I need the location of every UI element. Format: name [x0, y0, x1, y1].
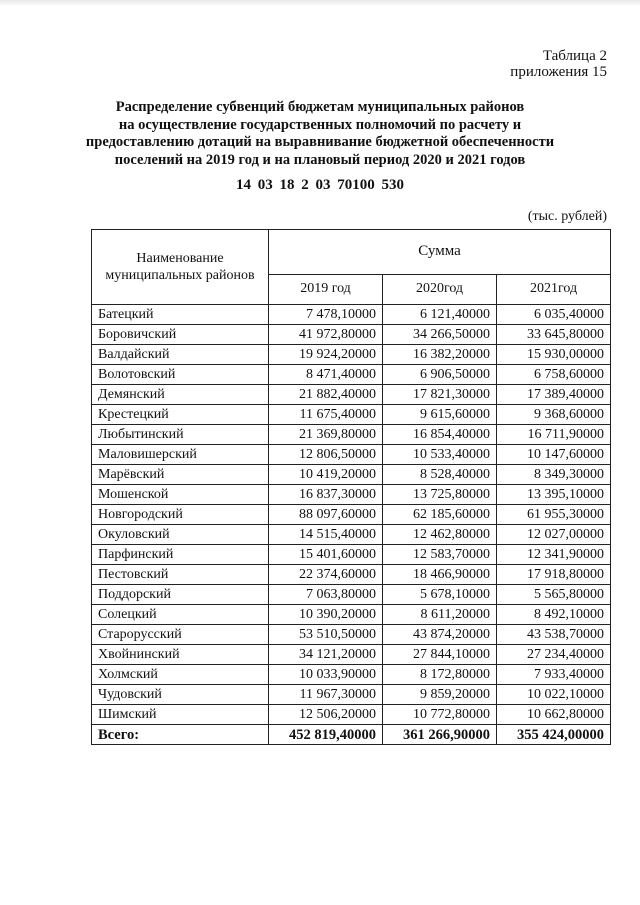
amount-2019: 10 390,20000 [269, 605, 383, 625]
title-line-4: поселений на 2019 год и на плановый период 2020 и 2021 годов [114, 151, 526, 168]
amount-2019: 41 972,80000 [269, 325, 383, 345]
amount-2019: 7 063,80000 [269, 585, 383, 605]
amount-2020: 5 678,10000 [383, 585, 497, 605]
table-row [92, 465, 611, 485]
amount-2021: 6 035,40000 [497, 305, 611, 325]
total-2020: 361 266,90000 [383, 725, 497, 745]
amount-2019: 16 837,30000 [269, 485, 383, 505]
amount-2020: 17 821,30000 [383, 385, 497, 405]
amount-2021: 8 349,30000 [497, 465, 611, 485]
amount-2021: 16 711,90000 [497, 425, 611, 445]
title-line-2: на осуществление государственных полномочий по расчету и [118, 116, 522, 133]
amount-2019: 7 478,10000 [269, 305, 383, 325]
amount-2021: 33 645,80000 [497, 325, 611, 345]
amount-2020: 16 854,40000 [383, 425, 497, 445]
table-row [92, 425, 611, 445]
table-row [92, 505, 611, 525]
amount-2020: 12 583,70000 [383, 545, 497, 565]
district-name: Пестовский [92, 565, 269, 585]
amount-2020: 62 185,60000 [383, 505, 497, 525]
table-body [92, 305, 611, 725]
title-line-3: предоставлению дотаций на выравнивание бюджетной обеспеченности [85, 134, 555, 150]
district-name: Крестецкий [92, 405, 269, 425]
amount-2019: 12 806,50000 [269, 445, 383, 465]
column-header-name: Наименование муниципальных районов [92, 230, 269, 305]
column-header-sum: Сумма [269, 230, 611, 275]
amount-2019: 14 515,40000 [269, 525, 383, 545]
appendix-reference [510, 48, 607, 80]
district-name: Волотовский [92, 365, 269, 385]
table-number: Таблица 2 [542, 48, 607, 64]
amount-2020: 8 611,20000 [383, 605, 497, 625]
amount-2019: 53 510,50000 [269, 625, 383, 645]
table-row [92, 665, 611, 685]
table-row [92, 305, 611, 325]
amount-2020: 10 772,80000 [383, 705, 497, 725]
district-name: Окуловский [92, 525, 269, 545]
district-name: Шимский [92, 705, 269, 725]
amount-2021: 5 565,80000 [497, 585, 611, 605]
amount-2021: 13 395,10000 [497, 485, 611, 505]
amount-2021: 7 933,40000 [497, 665, 611, 685]
table-row [92, 565, 611, 585]
appendix-number: приложения 15 [510, 64, 607, 80]
amount-2021: 61 955,30000 [497, 505, 611, 525]
district-name: Маловишерский [92, 445, 269, 465]
district-name: Чудовский [92, 685, 269, 705]
amount-2020: 6 121,40000 [383, 305, 497, 325]
district-name: Новгородский [92, 505, 269, 525]
table-row [92, 685, 611, 705]
amount-2020: 10 533,40000 [383, 445, 497, 465]
amount-2019: 19 924,20000 [269, 345, 383, 365]
amount-2020: 34 266,50000 [383, 325, 497, 345]
column-header-2019: 2019 год [269, 274, 383, 304]
table-row [92, 545, 611, 565]
budget-code: 14 03 18 2 03 70100 530 [236, 177, 404, 193]
amount-2021: 10 662,80000 [497, 705, 611, 725]
table-row [92, 385, 611, 405]
amount-2019: 15 401,60000 [269, 545, 383, 565]
amount-2021: 17 918,80000 [497, 565, 611, 585]
amount-2021: 10 147,60000 [497, 445, 611, 465]
amount-2019: 88 097,60000 [269, 505, 383, 525]
table-row [92, 705, 611, 725]
table-row [92, 445, 611, 465]
total-2019: 452 819,40000 [269, 725, 383, 745]
district-name: Хвойнинский [92, 645, 269, 665]
amount-2021: 27 234,40000 [497, 645, 611, 665]
amount-2021: 8 492,10000 [497, 605, 611, 625]
table-row [92, 405, 611, 425]
amount-2020: 8 172,80000 [383, 665, 497, 685]
amount-2021: 43 538,70000 [497, 625, 611, 645]
district-name: Мошенской [92, 485, 269, 505]
table-row [92, 345, 611, 365]
district-name: Валдайский [92, 345, 269, 365]
amount-2020: 9 859,20000 [383, 685, 497, 705]
district-name: Демянский [92, 385, 269, 405]
district-name: Холмский [92, 665, 269, 685]
amount-2021: 10 022,10000 [497, 685, 611, 705]
district-name: Парфинский [92, 545, 269, 565]
amount-2020: 6 906,50000 [383, 365, 497, 385]
table-row [92, 585, 611, 605]
title-line-1: Распределение субвенций бюджетам муниципальных районов [115, 99, 525, 115]
amount-2021: 17 389,40000 [497, 385, 611, 405]
total-label: Всего: [92, 725, 269, 745]
amount-2019: 21 882,40000 [269, 385, 383, 405]
table-row [92, 625, 611, 645]
total-row [92, 725, 611, 745]
scan-top-edge [0, 0, 640, 6]
amount-2019: 21 369,80000 [269, 425, 383, 445]
column-header-2021: 2021год [497, 274, 611, 304]
amount-2020: 43 874,20000 [383, 625, 497, 645]
column-header-2020: 2020год [383, 274, 497, 304]
amount-2019: 22 374,60000 [269, 565, 383, 585]
amount-2020: 27 844,10000 [383, 645, 497, 665]
amount-2021: 9 368,60000 [497, 405, 611, 425]
district-name: Поддорский [92, 585, 269, 605]
district-name: Боровичский [92, 325, 269, 345]
table-row [92, 485, 611, 505]
district-name: Любытинский [92, 425, 269, 445]
document-title [70, 99, 570, 169]
amount-2021: 15 930,00000 [497, 345, 611, 365]
table-row [92, 365, 611, 385]
table-row [92, 525, 611, 545]
amount-2020: 13 725,80000 [383, 485, 497, 505]
table-row [92, 325, 611, 345]
amount-2020: 16 382,20000 [383, 345, 497, 365]
amount-2019: 10 033,90000 [269, 665, 383, 685]
amount-2019: 11 967,30000 [269, 685, 383, 705]
amount-2020: 8 528,40000 [383, 465, 497, 485]
unit-label: (тыс. рублей) [527, 209, 607, 224]
total-2021: 355 424,00000 [497, 725, 611, 745]
district-name: Марёвский [92, 465, 269, 485]
table-row [92, 605, 611, 625]
amount-2019: 11 675,40000 [269, 405, 383, 425]
district-name: Солецкий [92, 605, 269, 625]
amount-2021: 6 758,60000 [497, 365, 611, 385]
amount-2020: 18 466,90000 [383, 565, 497, 585]
amount-2021: 12 027,00000 [497, 525, 611, 545]
amount-2021: 12 341,90000 [497, 545, 611, 565]
amount-2020: 12 462,80000 [383, 525, 497, 545]
district-name: Старорусский [92, 625, 269, 645]
amount-2019: 34 121,20000 [269, 645, 383, 665]
amount-2020: 9 615,60000 [383, 405, 497, 425]
subvention-table [91, 229, 611, 745]
amount-2019: 8 471,40000 [269, 365, 383, 385]
table-row [92, 645, 611, 665]
amount-2019: 10 419,20000 [269, 465, 383, 485]
amount-2019: 12 506,20000 [269, 705, 383, 725]
district-name: Батецкий [92, 305, 269, 325]
